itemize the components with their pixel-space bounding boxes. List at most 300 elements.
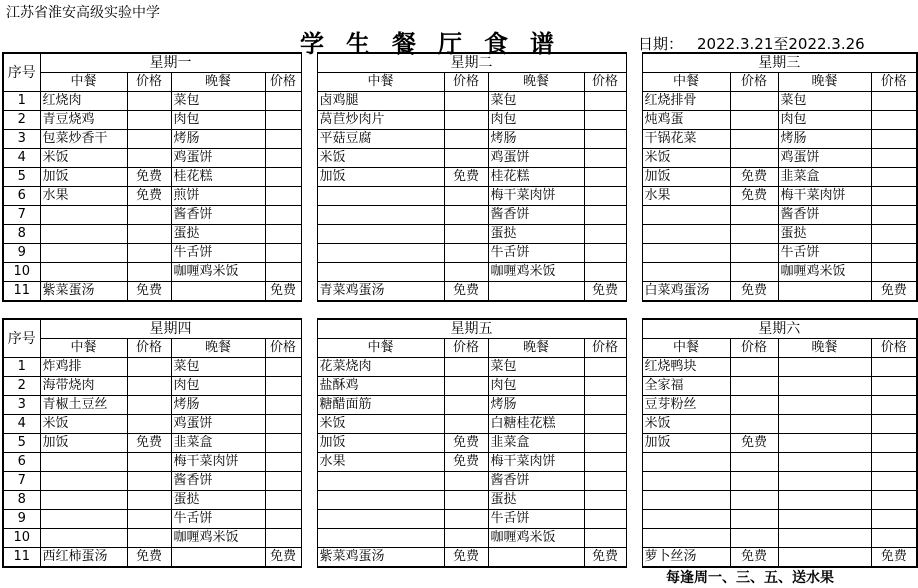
price-cell bbox=[871, 472, 917, 491]
lunch-dish-cell bbox=[40, 244, 127, 263]
lunch-dish-cell bbox=[642, 225, 730, 244]
lunch-dish-cell: 紫菜蛋汤 bbox=[40, 282, 127, 302]
lunch-dish-cell: 加饭 bbox=[317, 434, 444, 453]
lunch-dish-cell: 白菜鸡蛋汤 bbox=[642, 282, 730, 302]
day-header: 星期二 bbox=[317, 53, 626, 73]
price-header: 价格 bbox=[730, 339, 778, 358]
price-cell bbox=[730, 377, 778, 396]
price-cell bbox=[127, 491, 171, 510]
lunch-dish-cell bbox=[40, 491, 127, 510]
price-cell: 免费 bbox=[127, 187, 171, 206]
lunch-dish-cell bbox=[317, 187, 444, 206]
lunch-header: 中餐 bbox=[40, 339, 127, 358]
price-cell: 免费 bbox=[730, 434, 778, 453]
price-cell bbox=[584, 377, 626, 396]
price-cell bbox=[584, 415, 626, 434]
price-cell bbox=[584, 472, 626, 491]
row-number: 2 bbox=[3, 111, 40, 130]
dinner-dish-cell: 梅干菜肉饼 bbox=[488, 453, 584, 472]
lunch-dish-cell: 米饭 bbox=[642, 415, 730, 434]
dinner-dish-cell: 牛舌饼 bbox=[171, 510, 265, 529]
price-cell bbox=[444, 472, 488, 491]
price-cell bbox=[584, 206, 626, 225]
lunch-header: 中餐 bbox=[317, 339, 444, 358]
lunch-header: 中餐 bbox=[40, 73, 127, 92]
page-title: 学生餐厅食谱 bbox=[300, 30, 576, 58]
price-cell bbox=[127, 358, 171, 377]
lunch-dish-cell: 炸鸡排 bbox=[40, 358, 127, 377]
price-cell bbox=[584, 130, 626, 149]
table-row bbox=[3, 187, 917, 206]
price-cell bbox=[444, 263, 488, 282]
price-cell bbox=[444, 225, 488, 244]
price-cell: 免费 bbox=[584, 282, 626, 302]
lunch-dish-cell: 加饭 bbox=[40, 168, 127, 187]
price-cell bbox=[871, 510, 917, 529]
row-number: 8 bbox=[3, 225, 40, 244]
price-cell bbox=[730, 415, 778, 434]
row-number: 11 bbox=[3, 282, 40, 302]
price-header: 价格 bbox=[127, 73, 171, 92]
price-cell bbox=[127, 130, 171, 149]
price-cell: 免费 bbox=[871, 548, 917, 568]
price-cell bbox=[584, 510, 626, 529]
price-cell bbox=[730, 111, 778, 130]
lunch-dish-cell bbox=[642, 453, 730, 472]
lunch-dish-cell: 米饭 bbox=[317, 415, 444, 434]
lunch-dish-cell: 加饭 bbox=[317, 168, 444, 187]
price-cell bbox=[265, 225, 301, 244]
price-cell bbox=[584, 111, 626, 130]
dinner-dish-cell: 菜包 bbox=[171, 92, 265, 111]
price-cell bbox=[584, 358, 626, 377]
row-number: 9 bbox=[3, 510, 40, 529]
row-number: 10 bbox=[3, 529, 40, 548]
lunch-dish-cell: 红烧肉 bbox=[40, 92, 127, 111]
price-cell bbox=[444, 510, 488, 529]
dinner-dish-cell: 蛋挞 bbox=[488, 491, 584, 510]
price-cell bbox=[584, 92, 626, 111]
price-cell bbox=[584, 168, 626, 187]
lunch-dish-cell: 平菇豆腐 bbox=[317, 130, 444, 149]
price-cell bbox=[127, 206, 171, 225]
price-cell bbox=[730, 225, 778, 244]
column-gap bbox=[626, 319, 642, 567]
price-cell bbox=[871, 396, 917, 415]
dinner-dish-cell: 桂花糕 bbox=[488, 168, 584, 187]
dinner-dish-cell: 肉包 bbox=[171, 377, 265, 396]
lunch-dish-cell: 青豆烧鸡 bbox=[40, 111, 127, 130]
price-header: 价格 bbox=[265, 339, 301, 358]
row-number: 7 bbox=[3, 472, 40, 491]
price-cell bbox=[871, 111, 917, 130]
lunch-dish-cell: 莴苣炒肉片 bbox=[317, 111, 444, 130]
price-cell bbox=[871, 263, 917, 282]
price-cell bbox=[444, 377, 488, 396]
dinner-dish-cell: 牛舌饼 bbox=[488, 244, 584, 263]
table-row bbox=[3, 225, 917, 244]
price-cell bbox=[871, 130, 917, 149]
dinner-dish-cell: 牛舌饼 bbox=[171, 244, 265, 263]
price-cell bbox=[127, 225, 171, 244]
dinner-dish-cell: 菜包 bbox=[488, 92, 584, 111]
price-cell: 免费 bbox=[584, 548, 626, 568]
price-cell: 免费 bbox=[444, 453, 488, 472]
price-cell bbox=[871, 225, 917, 244]
price-cell bbox=[871, 491, 917, 510]
dinner-dish-cell bbox=[778, 491, 871, 510]
table-row bbox=[3, 548, 917, 568]
price-cell: 免费 bbox=[444, 282, 488, 302]
dinner-header: 晚餐 bbox=[488, 339, 584, 358]
price-cell bbox=[265, 244, 301, 263]
dinner-dish-cell: 烤肠 bbox=[488, 396, 584, 415]
price-cell bbox=[871, 358, 917, 377]
price-cell bbox=[127, 453, 171, 472]
price-cell: 免费 bbox=[265, 282, 301, 302]
lunch-dish-cell: 盐酥鸡 bbox=[317, 377, 444, 396]
day-header: 星期一 bbox=[40, 53, 301, 73]
price-cell bbox=[127, 510, 171, 529]
dinner-dish-cell: 梅干菜肉饼 bbox=[778, 187, 871, 206]
lunch-header: 中餐 bbox=[317, 73, 444, 92]
price-cell bbox=[584, 149, 626, 168]
menu-table-week-part-1 bbox=[2, 52, 918, 302]
lunch-dish-cell: 水果 bbox=[40, 187, 127, 206]
lunch-dish-cell bbox=[40, 206, 127, 225]
table-row bbox=[3, 396, 917, 415]
dinner-dish-cell bbox=[778, 453, 871, 472]
dinner-dish-cell: 鸡蛋饼 bbox=[488, 149, 584, 168]
price-cell bbox=[127, 111, 171, 130]
price-header: 价格 bbox=[871, 339, 917, 358]
dinner-dish-cell: 鸡蛋饼 bbox=[171, 149, 265, 168]
price-cell bbox=[127, 149, 171, 168]
lunch-dish-cell: 青菜鸡蛋汤 bbox=[317, 282, 444, 302]
price-cell bbox=[871, 377, 917, 396]
price-cell bbox=[584, 491, 626, 510]
dinner-header: 晚餐 bbox=[778, 73, 871, 92]
table-row bbox=[3, 168, 917, 187]
price-cell bbox=[265, 358, 301, 377]
table-row bbox=[3, 358, 917, 377]
lunch-dish-cell: 水果 bbox=[642, 187, 730, 206]
lunch-dish-cell: 干锅花菜 bbox=[642, 130, 730, 149]
price-header: 价格 bbox=[127, 339, 171, 358]
price-cell bbox=[730, 130, 778, 149]
price-cell: 免费 bbox=[730, 168, 778, 187]
price-cell bbox=[444, 244, 488, 263]
price-cell bbox=[584, 453, 626, 472]
lunch-dish-cell bbox=[40, 263, 127, 282]
dinner-dish-cell bbox=[778, 510, 871, 529]
lunch-dish-cell: 全家福 bbox=[642, 377, 730, 396]
price-cell: 免费 bbox=[127, 168, 171, 187]
column-gap bbox=[301, 319, 317, 567]
table-row bbox=[3, 491, 917, 510]
seq-header: 序号 bbox=[3, 319, 40, 358]
price-cell: 免费 bbox=[265, 548, 301, 568]
day-header: 星期四 bbox=[40, 319, 301, 339]
dinner-dish-cell: 肉包 bbox=[488, 111, 584, 130]
price-cell bbox=[444, 358, 488, 377]
lunch-dish-cell: 紫菜鸡蛋汤 bbox=[317, 548, 444, 568]
price-cell bbox=[265, 149, 301, 168]
day-header: 星期三 bbox=[642, 53, 917, 73]
price-cell bbox=[265, 111, 301, 130]
dinner-dish-cell: 煎饼 bbox=[171, 187, 265, 206]
lunch-dish-cell: 红烧排骨 bbox=[642, 92, 730, 111]
price-cell bbox=[265, 206, 301, 225]
price-cell bbox=[127, 529, 171, 548]
price-cell bbox=[127, 244, 171, 263]
dinner-dish-cell: 咖喱鸡米饭 bbox=[171, 529, 265, 548]
dinner-dish-cell: 韭菜盒 bbox=[171, 434, 265, 453]
dinner-dish-cell: 烤肠 bbox=[171, 396, 265, 415]
table-row bbox=[3, 415, 917, 434]
price-cell bbox=[265, 529, 301, 548]
price-cell bbox=[871, 529, 917, 548]
dinner-dish-cell: 酱香饼 bbox=[171, 472, 265, 491]
dinner-dish-cell: 菜包 bbox=[778, 92, 871, 111]
lunch-dish-cell bbox=[642, 529, 730, 548]
price-cell bbox=[265, 491, 301, 510]
price-header: 价格 bbox=[265, 73, 301, 92]
price-cell bbox=[730, 92, 778, 111]
lunch-dish-cell bbox=[642, 491, 730, 510]
lunch-dish-cell bbox=[317, 510, 444, 529]
dinner-dish-cell: 咖喱鸡米饭 bbox=[488, 529, 584, 548]
day-header: 星期五 bbox=[317, 319, 626, 339]
price-cell bbox=[444, 187, 488, 206]
dinner-dish-cell bbox=[488, 282, 584, 302]
price-header: 价格 bbox=[730, 73, 778, 92]
table-row bbox=[3, 510, 917, 529]
price-cell bbox=[127, 263, 171, 282]
column-gap bbox=[626, 53, 642, 301]
lunch-dish-cell: 青椒土豆丝 bbox=[40, 396, 127, 415]
price-cell bbox=[265, 510, 301, 529]
dinner-header: 晚餐 bbox=[171, 339, 265, 358]
lunch-dish-cell: 卤鸡腿 bbox=[317, 92, 444, 111]
dinner-dish-cell: 蛋挞 bbox=[171, 225, 265, 244]
dinner-dish-cell: 牛舌饼 bbox=[488, 510, 584, 529]
table-row bbox=[3, 377, 917, 396]
row-number: 4 bbox=[3, 415, 40, 434]
lunch-dish-cell bbox=[642, 263, 730, 282]
price-cell bbox=[584, 225, 626, 244]
price-cell bbox=[730, 206, 778, 225]
lunch-dish-cell bbox=[642, 472, 730, 491]
price-cell bbox=[730, 453, 778, 472]
table-row bbox=[3, 453, 917, 472]
dinner-dish-cell: 酱香饼 bbox=[778, 206, 871, 225]
dinner-dish-cell: 菜包 bbox=[171, 358, 265, 377]
dinner-dish-cell bbox=[778, 415, 871, 434]
dinner-dish-cell bbox=[171, 282, 265, 302]
price-cell bbox=[444, 491, 488, 510]
price-cell bbox=[265, 453, 301, 472]
price-cell: 免费 bbox=[730, 282, 778, 302]
row-number: 1 bbox=[3, 358, 40, 377]
dinner-dish-cell: 咖喱鸡米饭 bbox=[778, 263, 871, 282]
table-row bbox=[3, 130, 917, 149]
lunch-dish-cell: 水果 bbox=[317, 453, 444, 472]
price-cell bbox=[871, 434, 917, 453]
price-cell bbox=[444, 396, 488, 415]
dinner-dish-cell bbox=[778, 282, 871, 302]
price-cell: 免费 bbox=[444, 434, 488, 453]
lunch-header: 中餐 bbox=[642, 73, 730, 92]
price-cell bbox=[265, 377, 301, 396]
row-number: 10 bbox=[3, 263, 40, 282]
price-cell bbox=[584, 263, 626, 282]
table-row bbox=[3, 282, 917, 302]
dinner-dish-cell bbox=[778, 377, 871, 396]
row-number: 5 bbox=[3, 434, 40, 453]
lunch-dish-cell: 糖醋面筋 bbox=[317, 396, 444, 415]
lunch-dish-cell bbox=[317, 472, 444, 491]
price-cell bbox=[730, 510, 778, 529]
lunch-dish-cell bbox=[40, 453, 127, 472]
row-number: 6 bbox=[3, 453, 40, 472]
table-row bbox=[3, 111, 917, 130]
price-cell bbox=[871, 149, 917, 168]
menu-table-week-part-2 bbox=[2, 318, 918, 568]
lunch-dish-cell bbox=[642, 244, 730, 263]
dinner-dish-cell: 白糖桂花糕 bbox=[488, 415, 584, 434]
dinner-dish-cell: 梅干菜肉饼 bbox=[171, 453, 265, 472]
dinner-dish-cell: 肉包 bbox=[488, 377, 584, 396]
dinner-dish-cell: 桂花糕 bbox=[171, 168, 265, 187]
price-cell bbox=[265, 396, 301, 415]
price-cell bbox=[265, 415, 301, 434]
lunch-dish-cell: 豆芽粉丝 bbox=[642, 396, 730, 415]
dinner-dish-cell bbox=[778, 472, 871, 491]
price-cell bbox=[730, 396, 778, 415]
dinner-dish-cell: 牛舌饼 bbox=[778, 244, 871, 263]
row-number: 3 bbox=[3, 396, 40, 415]
price-cell bbox=[730, 263, 778, 282]
row-number: 4 bbox=[3, 149, 40, 168]
dinner-dish-cell bbox=[778, 358, 871, 377]
price-cell: 免费 bbox=[730, 187, 778, 206]
seq-header: 序号 bbox=[3, 53, 40, 92]
price-cell bbox=[730, 244, 778, 263]
price-cell bbox=[127, 92, 171, 111]
price-cell bbox=[444, 111, 488, 130]
lunch-dish-cell: 米饭 bbox=[40, 149, 127, 168]
row-number: 5 bbox=[3, 168, 40, 187]
date-label: 日期： bbox=[638, 35, 684, 53]
price-cell bbox=[871, 92, 917, 111]
price-header: 价格 bbox=[584, 339, 626, 358]
row-number: 7 bbox=[3, 206, 40, 225]
lunch-dish-cell bbox=[40, 472, 127, 491]
price-cell bbox=[265, 263, 301, 282]
dinner-dish-cell: 蛋挞 bbox=[171, 491, 265, 510]
lunch-dish-cell bbox=[642, 206, 730, 225]
date-range bbox=[638, 33, 865, 54]
table-row bbox=[3, 244, 917, 263]
price-header: 价格 bbox=[444, 339, 488, 358]
lunch-dish-cell bbox=[317, 244, 444, 263]
price-header: 价格 bbox=[584, 73, 626, 92]
lunch-dish-cell: 海带烧肉 bbox=[40, 377, 127, 396]
row-number: 11 bbox=[3, 548, 40, 568]
lunch-dish-cell: 加饭 bbox=[642, 434, 730, 453]
lunch-dish-cell bbox=[317, 529, 444, 548]
price-cell bbox=[444, 149, 488, 168]
row-number: 2 bbox=[3, 377, 40, 396]
table-row bbox=[3, 529, 917, 548]
dinner-header: 晚餐 bbox=[778, 339, 871, 358]
table-row bbox=[3, 434, 917, 453]
dinner-dish-cell bbox=[778, 434, 871, 453]
price-cell bbox=[127, 396, 171, 415]
price-cell bbox=[265, 187, 301, 206]
lunch-dish-cell bbox=[317, 491, 444, 510]
price-cell bbox=[265, 168, 301, 187]
price-cell: 免费 bbox=[127, 434, 171, 453]
row-number: 1 bbox=[3, 92, 40, 111]
lunch-dish-cell bbox=[642, 510, 730, 529]
price-cell bbox=[730, 358, 778, 377]
school-name: 江苏省淮安高级实验中学 bbox=[6, 5, 160, 21]
price-cell bbox=[444, 529, 488, 548]
lunch-dish-cell: 加饭 bbox=[40, 434, 127, 453]
table-row bbox=[3, 92, 917, 111]
price-cell bbox=[265, 434, 301, 453]
price-cell: 免费 bbox=[127, 548, 171, 568]
price-cell bbox=[730, 491, 778, 510]
price-cell bbox=[730, 529, 778, 548]
column-gap bbox=[301, 53, 317, 301]
dinner-dish-cell bbox=[488, 548, 584, 568]
price-cell: 免费 bbox=[871, 282, 917, 302]
lunch-dish-cell bbox=[317, 206, 444, 225]
day-header: 星期六 bbox=[642, 319, 917, 339]
dinner-dish-cell bbox=[778, 548, 871, 568]
dinner-dish-cell bbox=[778, 529, 871, 548]
price-cell bbox=[444, 415, 488, 434]
table-row bbox=[3, 206, 917, 225]
table-row bbox=[3, 149, 917, 168]
table-row bbox=[3, 472, 917, 491]
price-cell bbox=[584, 244, 626, 263]
price-cell bbox=[584, 529, 626, 548]
price-cell bbox=[871, 453, 917, 472]
price-cell bbox=[584, 434, 626, 453]
lunch-dish-cell: 萝卜丝汤 bbox=[642, 548, 730, 568]
dinner-dish-cell: 鸡蛋饼 bbox=[171, 415, 265, 434]
row-number: 8 bbox=[3, 491, 40, 510]
row-number: 9 bbox=[3, 244, 40, 263]
lunch-dish-cell: 炖鸡蛋 bbox=[642, 111, 730, 130]
dinner-dish-cell: 韭菜盒 bbox=[488, 434, 584, 453]
price-cell bbox=[265, 92, 301, 111]
dinner-dish-cell: 咖喱鸡米饭 bbox=[488, 263, 584, 282]
price-cell bbox=[871, 168, 917, 187]
date-value: 2022.3.21至2022.3.26 bbox=[697, 35, 865, 53]
lunch-dish-cell: 西红柿蛋汤 bbox=[40, 548, 127, 568]
lunch-dish-cell bbox=[317, 225, 444, 244]
dinner-header: 晚餐 bbox=[488, 73, 584, 92]
price-cell: 免费 bbox=[444, 168, 488, 187]
dinner-dish-cell: 酱香饼 bbox=[488, 206, 584, 225]
table-row bbox=[3, 263, 917, 282]
dinner-dish-cell: 酱香饼 bbox=[171, 206, 265, 225]
